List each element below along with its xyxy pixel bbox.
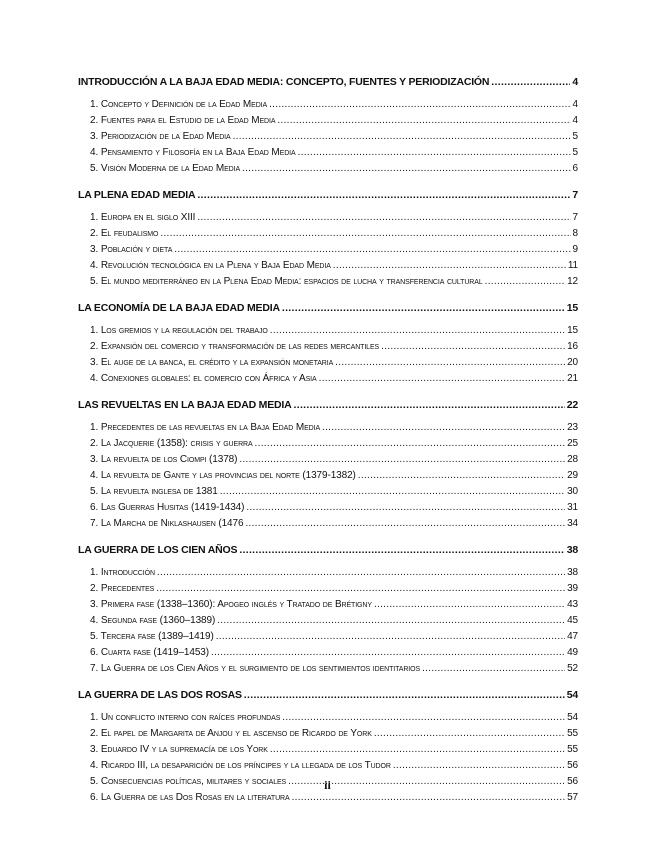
entry-page: 9 <box>572 244 578 255</box>
toc-entry[interactable] <box>78 258 578 274</box>
entry-page: 6 <box>572 163 578 174</box>
section-title: LAS REVUELTAS EN LA BAJA EDAD MEDIA <box>78 399 292 411</box>
entry-page: 30 <box>567 486 578 497</box>
dot-leader <box>374 726 565 742</box>
toc-entry[interactable] <box>78 468 578 484</box>
entry-title: 3. Periodización de la Edad Media <box>90 131 231 142</box>
entry-title: 5. La revuelta inglesa de 1381 <box>90 486 218 497</box>
dot-leader <box>277 113 570 129</box>
entry-page: 25 <box>567 438 578 449</box>
entry-title: 7. La Marcha de Niklashausen (1476 <box>90 518 244 529</box>
toc-entry[interactable] <box>78 97 578 113</box>
toc-entry[interactable] <box>78 242 578 258</box>
section-page: 15 <box>566 302 578 314</box>
entry-page: 5 <box>572 147 578 158</box>
entry-page: 39 <box>567 583 578 594</box>
dot-leader <box>246 500 565 516</box>
section-page: 54 <box>566 689 578 701</box>
entry-title: 3. Población y dieta <box>90 244 173 255</box>
table-of-contents <box>78 75 578 806</box>
dot-leader <box>270 742 565 758</box>
entry-page: 28 <box>567 454 578 465</box>
toc-entry[interactable] <box>78 226 578 242</box>
entry-title: 4. La revuelta de Gante y las provincias del norte (1379-1382) <box>90 470 356 481</box>
entry-page: 49 <box>567 647 578 658</box>
entry-page: 57 <box>567 792 578 803</box>
section-page: 38 <box>566 544 578 556</box>
toc-entry[interactable] <box>78 371 578 387</box>
entry-title: 4. Pensamiento y Filosofía en la Baja Edad Media <box>90 147 296 158</box>
entry-title: 3. Eduardo IV y la supremacía de los York <box>90 744 268 755</box>
dot-leader <box>270 323 565 339</box>
section-page: 7 <box>572 189 578 201</box>
toc-entry[interactable] <box>78 484 578 500</box>
dot-leader <box>242 161 571 177</box>
toc-entry[interactable] <box>78 581 578 597</box>
entry-page: 20 <box>567 357 578 368</box>
toc-entry[interactable] <box>78 661 578 677</box>
entry-title: 1. Europa en el siglo XIII <box>90 212 196 223</box>
dot-leader <box>393 758 565 774</box>
dot-leader <box>255 436 566 452</box>
dot-leader <box>211 645 565 661</box>
entry-page: 45 <box>567 615 578 626</box>
entry-page: 47 <box>567 631 578 642</box>
entry-page: 16 <box>567 341 578 352</box>
entry-title: 5. Tercera fase (1389–1419) <box>90 631 214 642</box>
toc-entry[interactable] <box>78 145 578 161</box>
toc-entry[interactable] <box>78 726 578 742</box>
entry-page: 55 <box>567 744 578 755</box>
dot-leader <box>157 565 565 581</box>
dot-leader <box>160 226 570 242</box>
dot-leader <box>197 210 570 226</box>
entry-page: 4 <box>572 115 578 126</box>
entry-title: 7. La Guerra de los Cien Años y el surgimiento de los sentimientos identitarios <box>90 663 421 674</box>
entry-page: 56 <box>567 776 578 787</box>
entry-title: 1. Concepto y Definición de la Edad Media <box>90 99 268 110</box>
entry-title: 2. Fuentes para el Estudio de la Edad Media <box>90 115 276 126</box>
toc-entry[interactable] <box>78 629 578 645</box>
entry-title: 3. Primera fase (1338–1360): Apogeo inglés y Tratado de Brétigny <box>90 599 372 610</box>
entry-page: 29 <box>567 470 578 481</box>
entry-page: 43 <box>567 599 578 610</box>
entry-page: 52 <box>567 663 578 674</box>
dot-leader <box>491 75 570 89</box>
entry-page: 12 <box>567 276 578 287</box>
entry-title: 5. El mundo mediterráneo en la Plena Edad Media: espacios de lucha y transferencia cultural <box>90 276 483 287</box>
toc-entry[interactable] <box>78 452 578 468</box>
dot-leader <box>322 420 565 436</box>
toc-entry[interactable] <box>78 565 578 581</box>
entry-page: 31 <box>567 502 578 513</box>
entry-title: 5. Visión Moderna de la Edad Media <box>90 163 241 174</box>
section-title: INTRODUCCIÓN A LA BAJA EDAD MEDIA: CONCEPTO, FUENTES Y PERIODIZACIÓN <box>78 76 490 88</box>
toc-entry[interactable] <box>78 742 578 758</box>
toc-entry[interactable] <box>78 597 578 613</box>
entry-title: 2. El feudalismo <box>90 228 159 239</box>
entry-page: 11 <box>567 260 578 271</box>
toc-entry[interactable] <box>78 355 578 371</box>
dot-leader <box>381 339 565 355</box>
entry-title: 4. Conexiones globales: el comercio con África y Asia <box>90 373 317 384</box>
dot-leader <box>239 543 564 557</box>
toc-entry[interactable] <box>78 129 578 145</box>
dot-leader <box>282 710 565 726</box>
dot-leader <box>333 258 566 274</box>
dot-leader <box>298 145 571 161</box>
section-title: LA ECONOMÍA DE LA BAJA EDAD MEDIA <box>78 302 280 314</box>
dot-leader <box>233 129 571 145</box>
entry-page: 55 <box>567 728 578 739</box>
toc-entry[interactable] <box>78 323 578 339</box>
toc-entry[interactable] <box>78 436 578 452</box>
toc-section-heading[interactable] <box>78 688 578 702</box>
entry-title: 1. Los gremios y la regulación del trabajo <box>90 325 268 336</box>
entry-title: 2. El papel de Margarita de Anjou y el ascenso de Ricardo de York <box>90 728 372 739</box>
toc-entry[interactable] <box>78 161 578 177</box>
section-title: LA GUERRA DE LOS CIEN AÑOS <box>78 544 238 556</box>
entry-title: 1. Un conflicto interno con raíces profundas <box>90 712 281 723</box>
entry-title: 4. Revolución tecnológica en la Plena y Baja Edad Media <box>90 260 331 271</box>
entry-page: 56 <box>567 760 578 771</box>
dot-leader <box>282 301 565 315</box>
dot-leader <box>358 468 565 484</box>
dot-leader <box>422 661 565 677</box>
toc-section-heading[interactable] <box>78 75 578 89</box>
dot-leader <box>245 516 565 532</box>
entry-page: 7 <box>572 212 578 223</box>
dot-leader <box>294 398 565 412</box>
entry-title: 5. Consecuencias políticas, militares y sociales <box>90 776 287 787</box>
entry-title: 3. El auge de la banca, el crédito y la expansión monetaria <box>90 357 334 368</box>
section-page: 22 <box>566 399 578 411</box>
toc-entry[interactable] <box>78 710 578 726</box>
entry-title: 2. Precedentes <box>90 583 155 594</box>
toc-entry[interactable] <box>78 210 578 226</box>
entry-page: 38 <box>567 567 578 578</box>
toc-entry[interactable] <box>78 516 578 532</box>
dot-leader <box>174 242 570 258</box>
section-title: LA GUERRA DE LAS DOS ROSAS <box>78 689 242 701</box>
dot-leader <box>197 188 570 202</box>
entry-title: 2. Expansión del comercio y transformación de las redes mercantiles <box>90 341 380 352</box>
toc-section-heading[interactable] <box>78 301 578 315</box>
section-page: 4 <box>572 76 578 88</box>
dot-leader <box>485 274 565 290</box>
entry-page: 34 <box>567 518 578 529</box>
dot-leader <box>244 688 565 702</box>
entry-title: 2. La Jacquerie (1358): crisis y guerra <box>90 438 253 449</box>
toc-entry[interactable] <box>78 113 578 129</box>
entry-title: 4. Segunda fase (1360–1389) <box>90 615 216 626</box>
entry-page: 5 <box>572 131 578 142</box>
entry-page: 54 <box>567 712 578 723</box>
toc-entry[interactable] <box>78 613 578 629</box>
entry-page: 21 <box>567 373 578 384</box>
entry-page: 15 <box>567 325 578 336</box>
page-number: ii <box>324 778 331 792</box>
entry-title: 1. Introducción <box>90 567 155 578</box>
section-title: LA PLENA EDAD MEDIA <box>78 189 196 201</box>
entry-title: 6. Cuarta fase (1419–1453) <box>90 647 209 658</box>
dot-leader <box>220 484 565 500</box>
entry-title: 4. Ricardo III, la desaparición de los príncipes y la llegada de los Tudor <box>90 760 391 771</box>
toc-entry[interactable] <box>78 420 578 436</box>
dot-leader <box>319 371 565 387</box>
entry-page: 23 <box>567 422 578 433</box>
entry-title: 6. La Guerra de las Dos Rosas en la literatura <box>90 792 290 803</box>
dot-leader <box>217 613 565 629</box>
toc-section-heading[interactable] <box>78 398 578 412</box>
toc-entry[interactable] <box>78 758 578 774</box>
entry-title: 1. Precedentes de las revueltas en la Baja Edad Media <box>90 422 321 433</box>
dot-leader <box>335 355 565 371</box>
toc-entry[interactable] <box>78 645 578 661</box>
toc-entry[interactable] <box>78 339 578 355</box>
entry-page: 4 <box>572 99 578 110</box>
entry-title: 3. La revuelta de los Ciompi (1378) <box>90 454 238 465</box>
toc-entry[interactable] <box>78 500 578 516</box>
dot-leader <box>269 97 570 113</box>
entry-page: 8 <box>572 228 578 239</box>
dot-leader <box>374 597 565 613</box>
toc-entry[interactable] <box>78 274 578 290</box>
entry-title: 6. Las Guerras Husitas (1419-1434) <box>90 502 245 513</box>
toc-section-heading[interactable] <box>78 543 578 557</box>
dot-leader <box>239 452 565 468</box>
dot-leader <box>156 581 565 597</box>
dot-leader <box>216 629 565 645</box>
toc-section-heading[interactable] <box>78 188 578 202</box>
